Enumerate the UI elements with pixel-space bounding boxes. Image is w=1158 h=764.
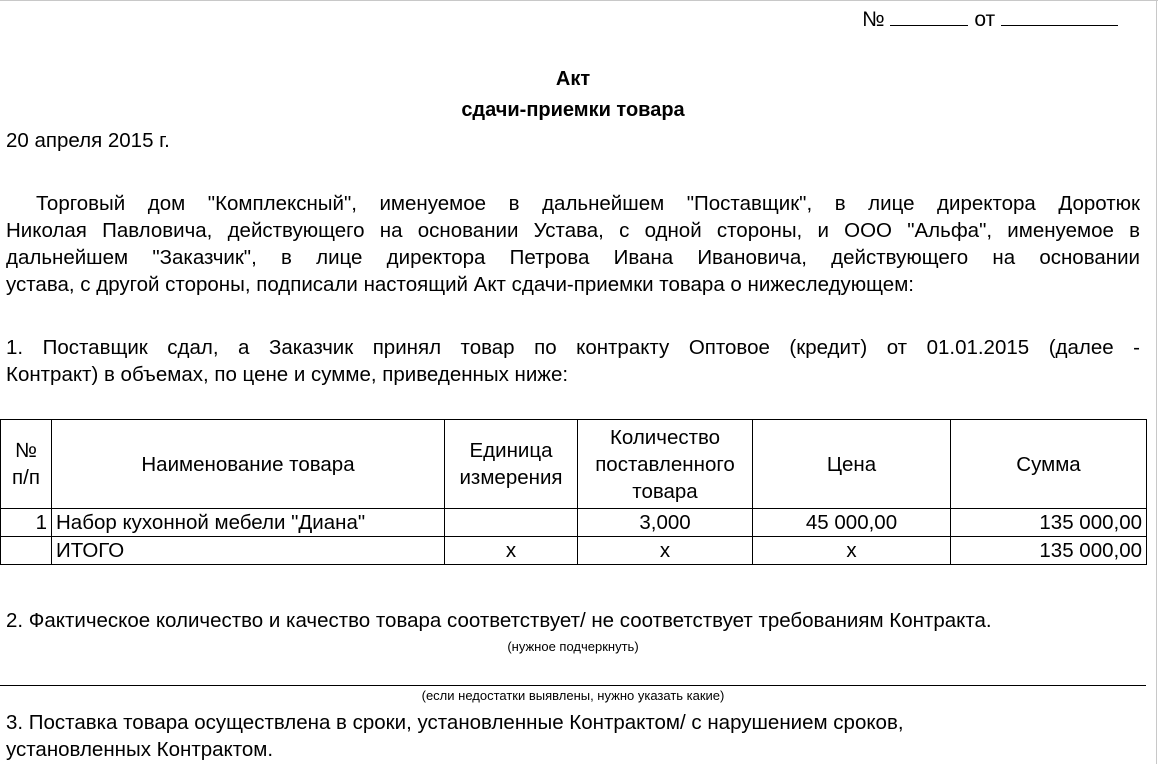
clause-2-hint: (нужное подчеркнуть) <box>507 639 639 654</box>
document-subtitle: сдачи-приемки товара <box>461 99 685 121</box>
clause-3-line: установленных Контрактом. <box>6 738 274 761</box>
cell-unit <box>445 509 578 537</box>
col-header-num: № п/п <box>1 420 52 509</box>
clause-2: 2. Фактическое количество и качество товара соответствует/ не соответствует требованиям Контракта. <box>6 609 992 632</box>
goods-table <box>0 419 1147 565</box>
clause-1 <box>6 334 1140 388</box>
cell-num <box>1 537 52 565</box>
clause-3 <box>6 709 1140 763</box>
cell-price: х <box>753 537 951 565</box>
table-row <box>1 509 1147 537</box>
clause-1-line: 1. Поставщик сдал, а Заказчик принял товар по контракту Оптовое (кредит) от 01.01.2015 (далее - <box>6 336 1140 359</box>
col-header-qty: Количество поставленного товара <box>578 420 753 509</box>
col-header-sum: Сумма <box>951 420 1147 509</box>
defects-hint: (если недостатки выявлены, нужно указать какие) <box>421 688 725 703</box>
col-header-name: Наименование товара <box>52 420 445 509</box>
cell-sum: 135 000,00 <box>951 509 1147 537</box>
preamble-line: устава, с другой стороны, подписали настоящий Акт сдачи-приемки товара о нижеследующем: <box>6 273 914 296</box>
clause-3-line: 3. Поставка товара осуществлена в сроки, установленные Контрактом/ с нарушением сроков, <box>6 711 904 734</box>
page-right-border <box>1156 0 1157 764</box>
preamble-line: Николая Павловича, действующего на основании Устава, с одной стороны, и ООО "Альфа", именуемое в <box>6 219 1140 242</box>
cell-price: 45 000,00 <box>753 509 951 537</box>
cell-sum: 135 000,00 <box>951 537 1147 565</box>
table-header-row <box>1 420 1147 509</box>
date-blank <box>1001 5 1118 26</box>
cell-total-label: ИТОГО <box>52 537 445 565</box>
cell-unit: х <box>445 537 578 565</box>
defects-line <box>0 685 1146 686</box>
number-label: № <box>862 8 885 31</box>
page-top-border <box>0 0 1158 1</box>
col-header-unit: Единица измерения <box>445 420 578 509</box>
cell-qty: х <box>578 537 753 565</box>
cell-qty: 3,000 <box>578 509 753 537</box>
preamble-line: Торговый дом "Комплексный", именуемое в дальнейшем "Поставщик", в лице директора Доротюк <box>36 192 1140 215</box>
cell-num: 1 <box>1 509 52 537</box>
document-title: Акт <box>555 68 591 90</box>
table-total-row <box>1 537 1147 565</box>
clause-1-line: Контракт) в объемах, по цене и сумме, приведенных ниже: <box>6 363 569 386</box>
preamble-line: дальнейшем "Заказчик", в лице директора Петрова Ивана Ивановича, действующего на основании <box>6 246 1140 269</box>
document-number-line <box>862 5 1118 32</box>
col-header-price: Цена <box>753 420 951 509</box>
number-blank <box>890 5 968 26</box>
cell-name: Набор кухонной мебели "Диана" <box>52 509 445 537</box>
date-label: от <box>974 8 996 31</box>
document-date: 20 апреля 2015 г. <box>6 129 170 152</box>
preamble-paragraph <box>6 190 1140 298</box>
